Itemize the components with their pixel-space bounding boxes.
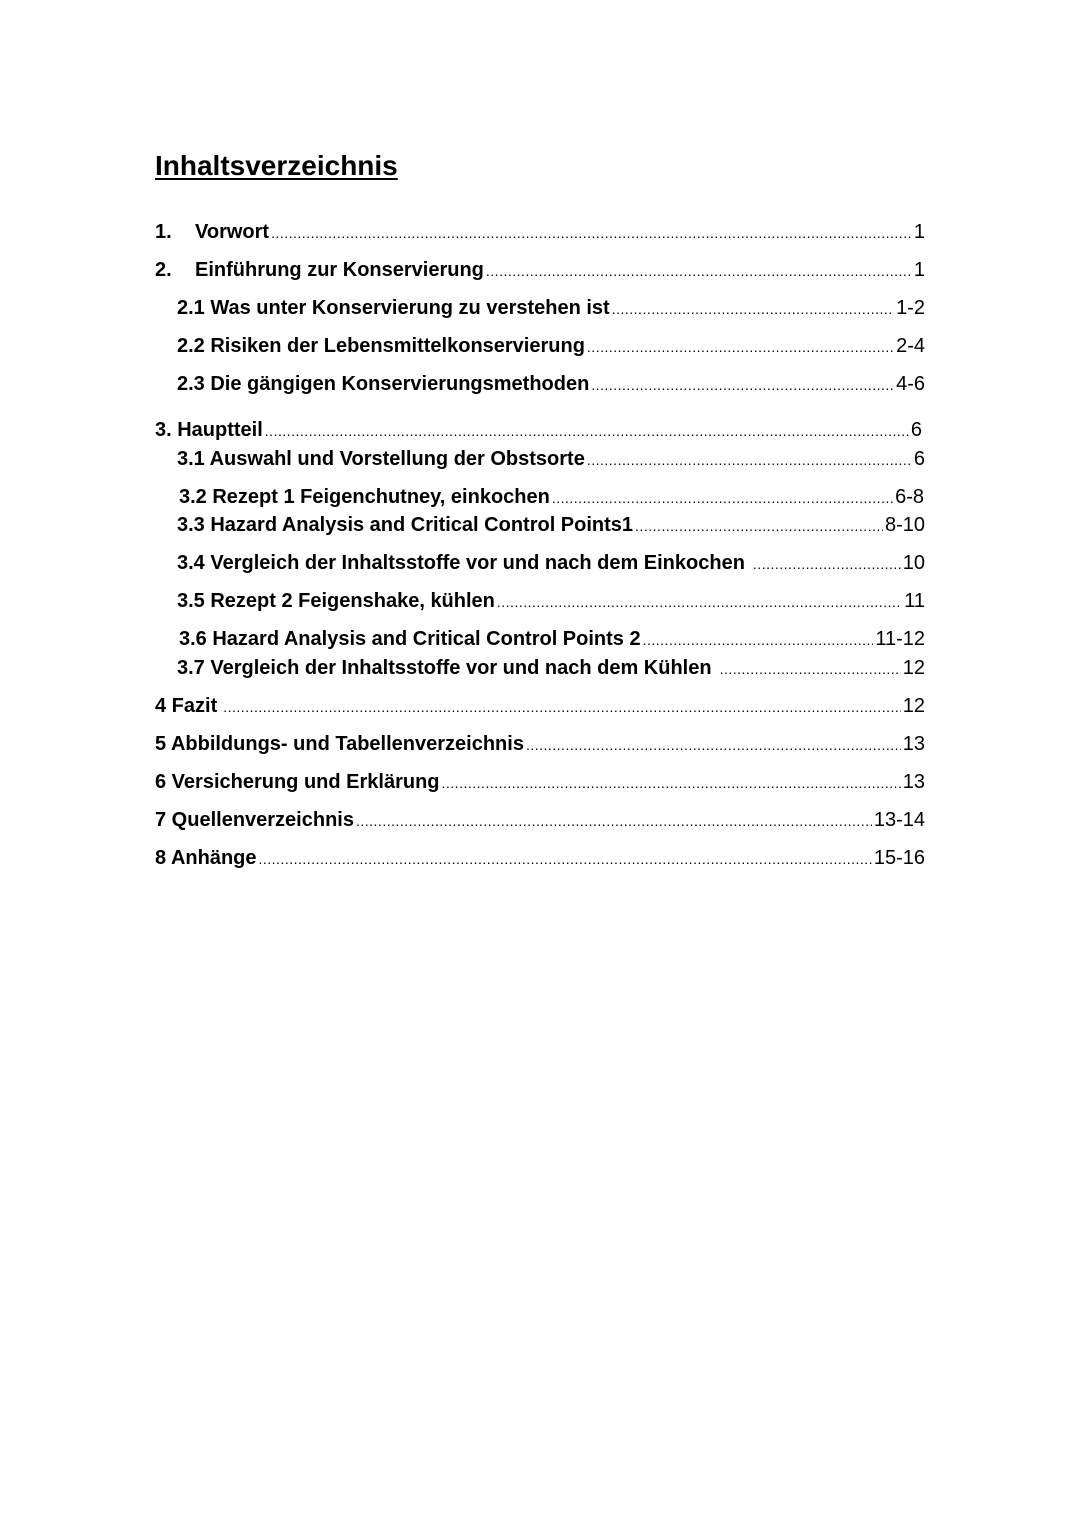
- toc-entry-quellen[interactable]: [155, 808, 925, 832]
- toc-entry-label: 7 Quellenverzeichnis: [155, 809, 354, 831]
- toc-entry-label: 8 Anhänge: [155, 847, 257, 869]
- toc-entry-label: 3.2 Rezept 1 Feigenchutney, einkochen: [179, 486, 550, 508]
- toc-entry-hauptteil[interactable]: [155, 418, 922, 442]
- toc-entry-3-1[interactable]: [177, 447, 925, 471]
- toc-entry-number: 2.: [155, 259, 172, 281]
- toc-title: Inhaltsverzeichnis: [155, 150, 398, 181]
- toc-entry-page: 1-2: [896, 297, 925, 319]
- toc-entry-label: 3.5 Rezept 2 Feigenshake, kühlen: [177, 590, 495, 612]
- toc-entry-label: 3.1 Auswahl und Vorstellung der Obstsorte: [177, 448, 585, 470]
- toc-entry-2-3[interactable]: [177, 372, 925, 396]
- toc-dot-leader: [643, 628, 874, 652]
- toc-dot-leader: [591, 373, 894, 397]
- toc-entry-2-1[interactable]: [177, 296, 925, 320]
- toc-dot-leader: [271, 221, 912, 245]
- toc-entry-page: 11-12: [875, 628, 925, 650]
- toc-dot-leader: [552, 486, 893, 510]
- toc-dot-leader: [223, 695, 901, 719]
- toc-dot-leader: [635, 514, 883, 538]
- toc-entry-page: 10: [902, 552, 925, 574]
- toc-dot-leader: [753, 552, 901, 576]
- toc-dot-leader: [720, 657, 901, 681]
- toc-entry-label: 4 Fazit: [155, 695, 218, 717]
- toc-entry-page: 12: [902, 657, 925, 679]
- toc-entry-page: 11: [904, 590, 925, 612]
- toc-dot-leader: [259, 847, 872, 871]
- toc-entry-page: 12: [902, 695, 925, 717]
- toc-entry-page: 8-10: [884, 514, 925, 536]
- toc-entry-label: 3.7 Vergleich der Inhaltsstoffe vor und nach dem Kühlen: [177, 657, 712, 679]
- toc-entry-label: 5 Abbildungs- und Tabellenverzeichnis: [155, 733, 524, 755]
- toc-entry-vorwort[interactable]: [155, 220, 925, 244]
- toc-dot-leader: [497, 590, 902, 614]
- toc-entry-page: 15-16: [873, 847, 925, 869]
- toc-dot-leader: [442, 771, 901, 795]
- toc-entry-page: 6: [913, 448, 925, 470]
- toc-dot-leader: [612, 297, 894, 321]
- toc-entry-label: 3.6 Hazard Analysis and Critical Control Points 2: [179, 628, 641, 650]
- toc-entry-page: 4-6: [896, 373, 925, 395]
- toc-entry-3-6[interactable]: [179, 627, 925, 651]
- toc-entry-label: Vorwort: [195, 221, 270, 243]
- toc-entry-label: 2.2 Risiken der Lebensmittelkonservierung: [177, 335, 585, 357]
- toc-dot-leader: [526, 733, 901, 757]
- toc-entry-anhaenge[interactable]: [155, 846, 925, 870]
- toc-dot-leader: [356, 809, 872, 833]
- toc-entry-label: 3.3 Hazard Analysis and Critical Control Points1: [177, 514, 634, 536]
- toc-entry-3-7[interactable]: [177, 656, 925, 680]
- toc-dot-leader: [587, 335, 894, 359]
- toc-entry-page: 1: [913, 259, 925, 281]
- toc-entry-label: 2.3 Die gängigen Konservierungsmethoden: [177, 373, 590, 395]
- toc-dot-leader: [587, 448, 912, 472]
- toc-entry-page: 6-8: [895, 486, 924, 508]
- toc-entry-page: 1: [913, 221, 925, 243]
- toc-entry-3-2[interactable]: [179, 485, 924, 509]
- toc-entry-abbildungen[interactable]: [155, 732, 925, 756]
- toc-entry-3-3[interactable]: [177, 513, 925, 537]
- toc-entry-2-2[interactable]: [177, 334, 925, 358]
- toc-entry-page: 13-14: [873, 809, 925, 831]
- toc-entry-fazit[interactable]: [155, 694, 925, 718]
- toc-entry-label: 6 Versicherung und Erklärung: [155, 771, 440, 793]
- toc-dot-leader: [486, 259, 912, 283]
- toc-entry-einfuehrung[interactable]: [155, 258, 925, 282]
- toc-entry-page: 13: [902, 733, 925, 755]
- toc-entry-label: 3. Hauptteil: [155, 419, 263, 441]
- toc-entry-label: 3.4 Vergleich der Inhaltsstoffe vor und nach dem Einkochen: [177, 552, 745, 574]
- toc-entry-versicherung[interactable]: [155, 770, 925, 794]
- toc-entry-3-4[interactable]: [177, 551, 925, 575]
- toc-entry-3-5[interactable]: [177, 589, 925, 613]
- toc-entry-page: 13: [902, 771, 925, 793]
- toc-entry-label: Einführung zur Konservierung: [195, 259, 484, 281]
- toc-dot-leader: [265, 419, 909, 443]
- toc-entry-number: 1.: [155, 221, 172, 243]
- toc-entry-label: 2.1 Was unter Konservierung zu verstehen ist: [177, 297, 610, 319]
- toc-entry-page: 6: [910, 419, 922, 441]
- toc-entry-page: 2-4: [896, 335, 925, 357]
